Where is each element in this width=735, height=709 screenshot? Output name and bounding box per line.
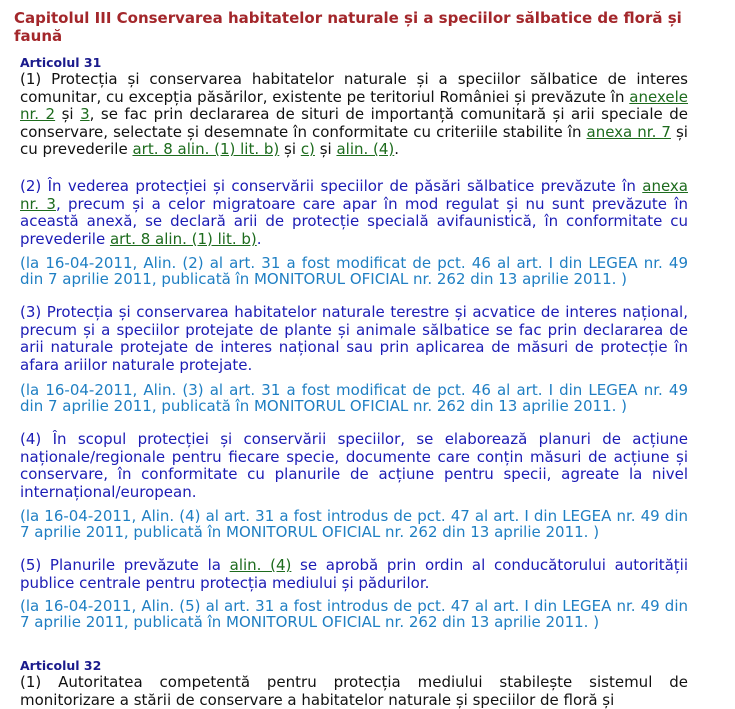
text: (5) Planurile prevăzute la: [20, 556, 230, 574]
link-alin-4[interactable]: alin. (4): [336, 140, 395, 159]
link-art-8-lit-b[interactable]: art. 8 alin. (1) lit. b): [132, 140, 280, 159]
text: (2) În vederea protecției și conservării speciilor de păsări sălbatice prevăzute în: [20, 177, 643, 195]
article-31-paragraph-4: (4) În scopul protecției și conservării speciilor, se elaborează planuri de acțiune naționale/regionale pentru fiecare specie, documente care conțin măsuri de acțiune și conservare, în conformitate cu planurile de acțiune pentru specii, agreate la nivel internațional/european.: [20, 430, 688, 501]
text: din: [553, 381, 589, 399]
text: , precum și a celor migratoare care apar în mod regulat și nu sunt prevăzute în această anexă, se declară arii de protecție specială avifaunistică, în conformitate cu prevederile: [20, 194, 688, 248]
link-art-8-lit-b[interactable]: art. 8 alin. (1) lit. b): [109, 229, 257, 248]
text: , publicată în MONITORUL OFICIAL nr. 262 din 13 aprilie 2011. ): [151, 269, 628, 288]
link-legea-49[interactable]: LEGEA nr. 49 din 7 aprilie 2011: [20, 381, 688, 415]
text: .: [394, 140, 400, 159]
article-31-paragraph-2: [20, 178, 688, 248]
link-legea-49[interactable]: LEGEA nr. 49 din 7 aprilie 2011: [20, 507, 689, 541]
link-alin-4[interactable]: alin. (4): [229, 556, 292, 574]
article-31-paragraph-1: [20, 71, 688, 159]
text: , publicată în MONITORUL OFICIAL nr. 262 din 13 aprilie 2011. ): [123, 522, 600, 541]
text: (la 16-04-2011, Alin. (2) al art. 31 a fost modificat de: [20, 254, 438, 272]
text: și: [55, 105, 81, 124]
link-legea-49[interactable]: LEGEA nr. 49 din 7 aprilie 2011: [20, 597, 689, 631]
link-pct-47[interactable]: pct. 47 al art. I: [417, 507, 529, 525]
text: .: [256, 229, 262, 248]
text: și: [279, 140, 301, 159]
article-32-heading: Articolul 32: [20, 658, 102, 673]
text: (1) Protecția și conservarea habitatelor naturale și a speciilor sălbatice de interes comunitar, cu excepția păsărilor, existente pe teritoriul României și prevăzute în: [20, 70, 688, 106]
text: din: [528, 507, 563, 525]
text: și: [314, 140, 337, 159]
text: din: [553, 254, 589, 272]
text: (la 16-04-2011, Alin. (5) al art. 31 a fost introdus de: [20, 597, 418, 615]
chapter-title: Capitolul III Conservarea habitatelor naturale și a speciilor sălbatice de floră și faună: [14, 9, 682, 45]
amendment-note-alin-3: [20, 383, 688, 414]
text: (la 16-04-2011, Alin. (3) al art. 31 a fost modificat de: [20, 381, 438, 399]
text: , publicată în MONITORUL OFICIAL nr. 262 din 13 aprilie 2011. ): [151, 396, 628, 415]
article-31-paragraph-3: (3) Protecția și conservarea habitatelor naturale terestre și acvatice de interes național, precum și a speciilor protejate de plante și animale sălbatice se fac prin declararea de arii naturale protejate de interes național sau prin aplicarea de măsuri de protecție în afara ariilor naturale protejate.: [20, 303, 688, 374]
amendment-note-alin-4: [20, 509, 688, 540]
link-legea-49[interactable]: LEGEA nr. 49 din 7 aprilie 2011: [20, 254, 688, 288]
text: , publicată în MONITORUL OFICIAL nr. 262 din 13 aprilie 2011. ): [123, 612, 600, 631]
link-anexa-3[interactable]: 3: [80, 105, 90, 124]
article-32-paragraph-1: (1) Autoritatea competentă pentru protecția mediului stabilește sistemul de monitorizare a stării de conservare a habitatelor naturale și speciilor de floră și: [20, 673, 688, 709]
link-anexa-3[interactable]: anexa nr. 3: [20, 177, 688, 213]
link-pct-46[interactable]: pct. 46 al art. I: [437, 254, 553, 272]
article-31-paragraph-5: [20, 557, 688, 592]
link-anexa-7[interactable]: anexa nr. 7: [586, 122, 671, 141]
text: (la 16-04-2011, Alin. (4) al art. 31 a fost introdus de: [20, 507, 418, 525]
amendment-note-alin-5: [20, 599, 688, 630]
text: din: [528, 597, 563, 615]
amendment-note-alin-2: [20, 256, 688, 287]
link-lit-c[interactable]: c): [300, 140, 315, 159]
article-31-heading: Articolul 31: [20, 55, 102, 70]
text: , se fac prin declararea de situri de importanță comunitară și arii speciale de conservare, selectate și desemnate în conformitate cu criteriile stabilite în: [20, 105, 688, 141]
link-pct-47[interactable]: pct. 47 al art. I: [417, 597, 529, 615]
link-pct-46[interactable]: pct. 46 al art. I: [437, 381, 553, 399]
text: se aprobă prin ordin al conducătorului autorității publice centrale pentru protecția mediului și pădurilor.: [20, 556, 688, 592]
text: și cu prevederile: [20, 122, 688, 159]
link-anexele-2[interactable]: anexele nr. 2: [20, 87, 688, 124]
